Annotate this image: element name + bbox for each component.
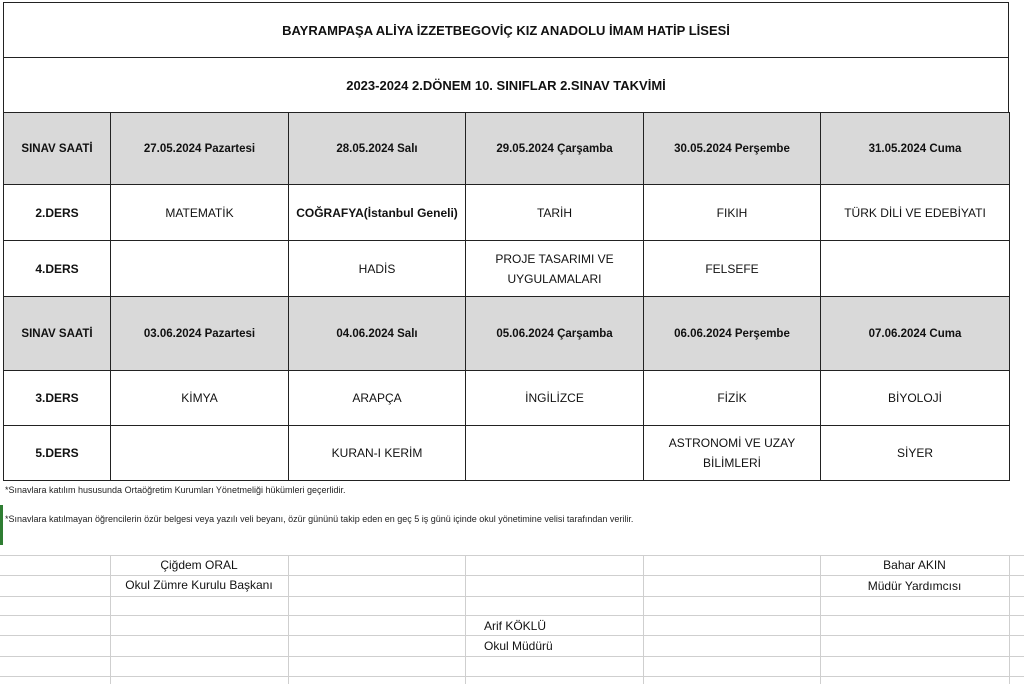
note-participation: *Sınavlara katılım hususunda Ortaöğretim Kurumları Yönetmeliği hükümleri geçerlidir. <box>5 485 346 495</box>
date-cell: 04.06.2024 Salı <box>289 297 466 371</box>
subject-cell: FİZİK <box>644 371 821 426</box>
subject-cell: FIKIH <box>644 185 821 241</box>
subject-cell <box>466 426 644 481</box>
date-cell: 07.06.2024 Cuma <box>821 297 1010 371</box>
subject-cell <box>111 426 289 481</box>
table-row <box>4 426 1010 481</box>
subject-cell: MATEMATİK <box>111 185 289 241</box>
date-cell: 28.05.2024 Salı <box>289 113 466 185</box>
subject-cell: PROJE TASARIMI VE UYGULAMALARI <box>466 241 644 297</box>
subject-cell: ARAPÇA <box>289 371 466 426</box>
subject-cell: KURAN-I KERİM <box>289 426 466 481</box>
gridline <box>1009 555 1010 684</box>
exam-schedule-table <box>3 112 1010 481</box>
gridline <box>0 575 1024 576</box>
subject-cell: HADİS <box>289 241 466 297</box>
subject-cell: FELSEFE <box>644 241 821 297</box>
date-cell: 30.05.2024 Perşembe <box>644 113 821 185</box>
date-cell: 06.06.2024 Perşembe <box>644 297 821 371</box>
table-row <box>4 241 1010 297</box>
right-signatory-name: Bahar AKIN <box>883 558 946 572</box>
gridline <box>0 555 1024 556</box>
gridline <box>0 635 1024 636</box>
header-cell: SINAV SAATİ <box>4 297 111 371</box>
subject-cell: TARİH <box>466 185 644 241</box>
table-row <box>4 371 1010 426</box>
gridline <box>0 596 1024 597</box>
gridline <box>643 555 644 684</box>
date-cell: 03.06.2024 Pazartesi <box>111 297 289 371</box>
slot-cell: 4.DERS <box>4 241 111 297</box>
gridline <box>465 555 466 684</box>
school-title: BAYRAMPAŞA ALİYA İZZETBEGOVİÇ KIZ ANADOLU İMAM HATİP LİSESİ <box>3 2 1009 58</box>
subject-cell <box>821 241 1010 297</box>
subject-cell: SİYER <box>821 426 1010 481</box>
subject-cell <box>111 241 289 297</box>
gridline <box>110 555 111 684</box>
slot-cell: 3.DERS <box>4 371 111 426</box>
table-row <box>4 185 1010 241</box>
gridline <box>0 676 1024 677</box>
gridline <box>0 656 1024 657</box>
term-title: 2023-2024 2.DÖNEM 10. SINIFLAR 2.SINAV TAKVİMİ <box>3 57 1009 113</box>
left-signatory-title: Okul Zümre Kurulu Başkanı <box>125 578 273 592</box>
subject-cell: ASTRONOMİ VE UZAY BİLİMLERİ <box>644 426 821 481</box>
subject-cell: BİYOLOJİ <box>821 371 1010 426</box>
date-cell: 27.05.2024 Pazartesi <box>111 113 289 185</box>
subject-cell: KİMYA <box>111 371 289 426</box>
gridline <box>0 615 1024 616</box>
table-header-row-week1 <box>4 113 1010 185</box>
date-cell: 29.05.2024 Çarşamba <box>466 113 644 185</box>
slot-cell: 5.DERS <box>4 426 111 481</box>
header-cell: SINAV SAATİ <box>4 113 111 185</box>
subject-cell: COĞRAFYA(İstanbul Geneli) <box>289 185 466 241</box>
left-signatory-name: Çiğdem ORAL <box>160 558 238 572</box>
subject-cell: TÜRK DİLİ VE EDEBİYATI <box>821 185 1010 241</box>
date-cell: 05.06.2024 Çarşamba <box>466 297 644 371</box>
date-cell: 31.05.2024 Cuma <box>821 113 1010 185</box>
note-excuse: *Sınavlara katılmayan öğrencilerin özür belgesi veya yazılı veli beyanı, özür gününü takip eden en geç 5 iş günü içinde okul yönetimine velisi tarafından verilir. <box>5 514 634 524</box>
cell-selection-marker <box>0 505 3 545</box>
table-header-row-week2 <box>4 297 1010 371</box>
principal-title: Okul Müdürü <box>484 639 553 653</box>
right-signatory-title: Müdür Yardımcısı <box>867 579 962 593</box>
subject-cell: İNGİLİZCE <box>466 371 644 426</box>
gridline <box>820 555 821 684</box>
gridline <box>288 555 289 684</box>
slot-cell: 2.DERS <box>4 185 111 241</box>
principal-name: Arif KÖKLÜ <box>484 619 547 633</box>
